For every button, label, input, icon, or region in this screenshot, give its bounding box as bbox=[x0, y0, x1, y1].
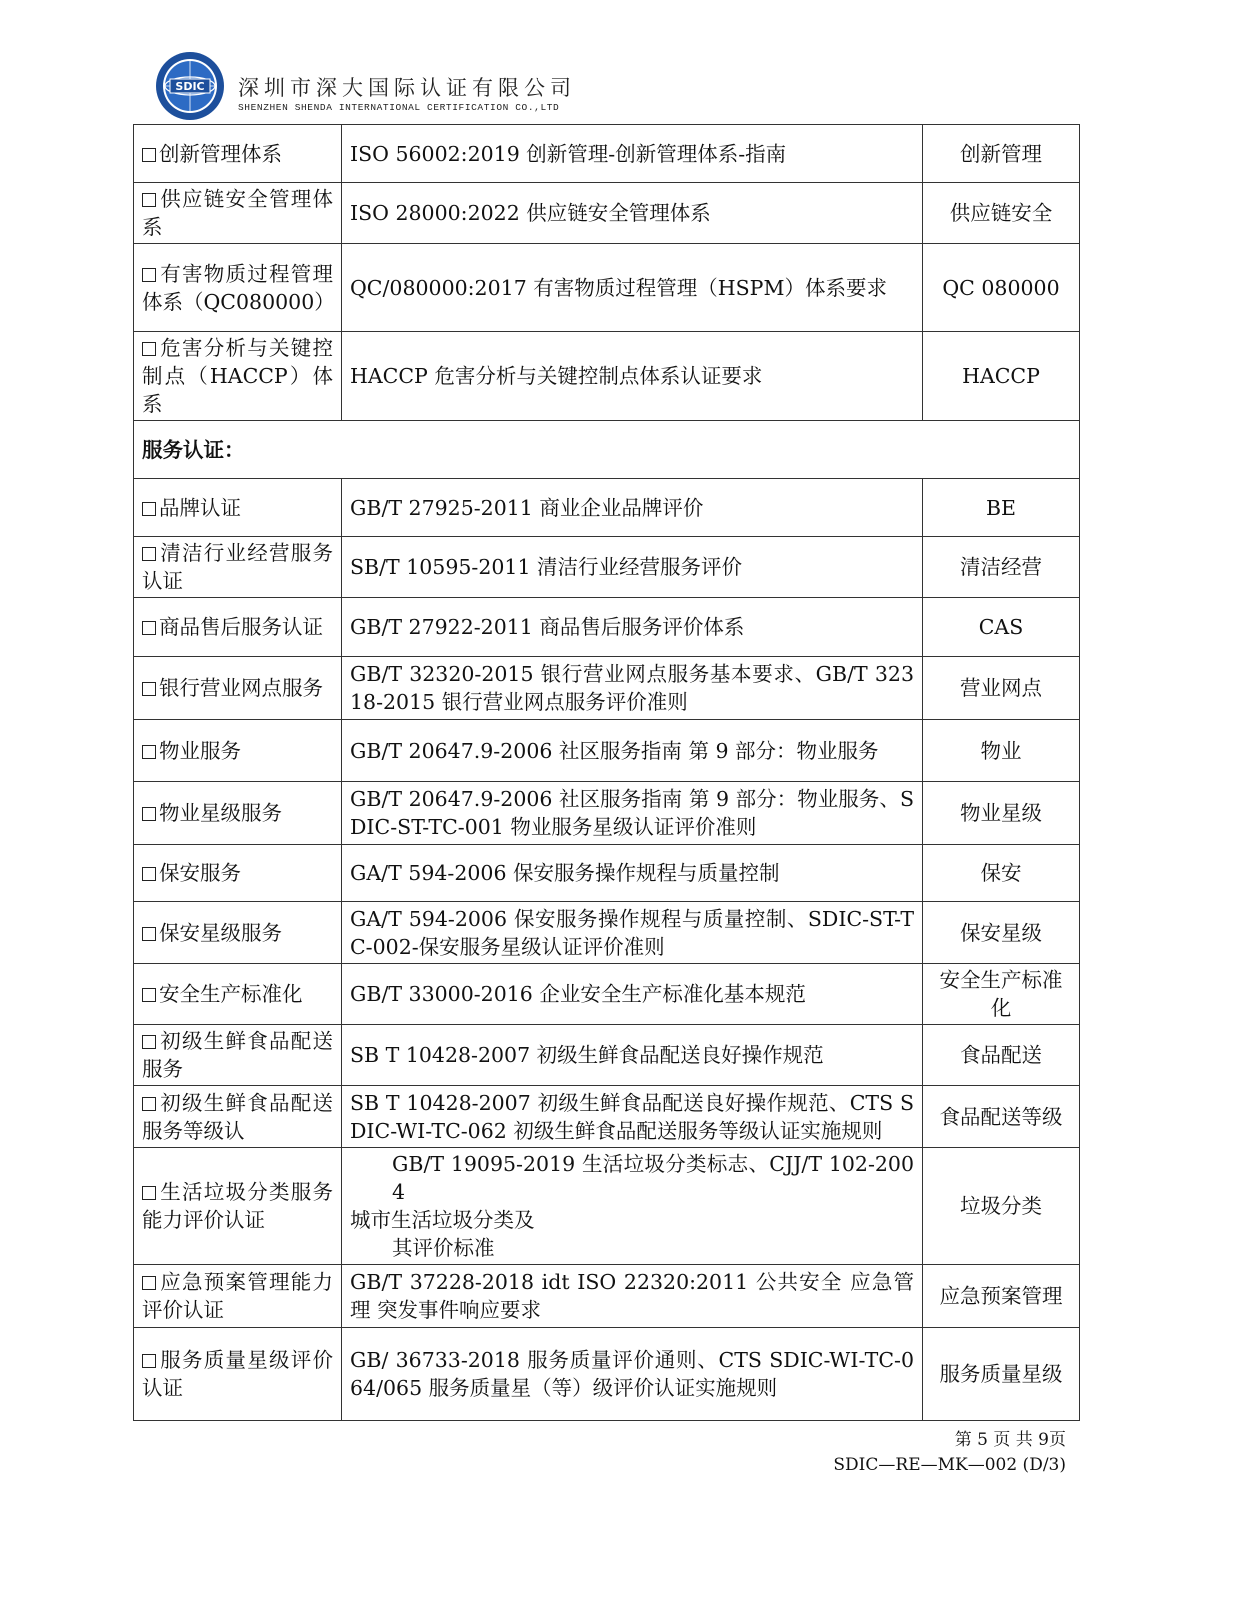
item-cell bbox=[134, 1025, 342, 1086]
standard-cell: SB T 10428-2007 初级生鲜食品配送良好操作规范 bbox=[342, 1025, 923, 1086]
item-cell bbox=[134, 964, 342, 1025]
checkbox[interactable] bbox=[142, 807, 156, 821]
code-cell: 供应链安全 bbox=[923, 183, 1080, 244]
item-cell bbox=[134, 598, 342, 657]
item-label: 银行营业网点服务 bbox=[159, 676, 323, 700]
standard-cell bbox=[342, 1148, 923, 1265]
item-cell bbox=[134, 1328, 342, 1421]
code-cell: CAS bbox=[923, 598, 1080, 657]
table-row bbox=[134, 183, 1080, 244]
table-row bbox=[134, 244, 1080, 332]
item-label: 物业星级服务 bbox=[159, 801, 282, 825]
checkbox[interactable] bbox=[142, 927, 156, 941]
checkbox[interactable] bbox=[142, 148, 156, 162]
item-cell bbox=[134, 183, 342, 244]
table-row bbox=[134, 1025, 1080, 1086]
table-row bbox=[134, 598, 1080, 657]
checkbox[interactable] bbox=[142, 547, 156, 561]
code-cell: 保安星级 bbox=[923, 902, 1080, 964]
standard-line: 城市生活垃圾分类及 bbox=[350, 1208, 535, 1232]
company-name-en: SHENZHEN SHENDA INTERNATIONAL CERTIFICATION CO.,LTD bbox=[238, 102, 560, 113]
page-number: 第 5 页 共 9页 bbox=[954, 1430, 1066, 1450]
code-cell: 清洁经营 bbox=[923, 537, 1080, 598]
table-row bbox=[134, 1148, 1080, 1265]
code-cell: 安全生产标准化 bbox=[923, 964, 1080, 1025]
checkbox[interactable] bbox=[142, 1186, 156, 1200]
item-cell bbox=[134, 1265, 342, 1328]
standard-cell: GB/T 33000-2016 企业安全生产标准化基本规范 bbox=[342, 964, 923, 1025]
item-label: 危害分析与关键控制点（HACCP）体系 bbox=[142, 336, 333, 416]
checkbox[interactable] bbox=[142, 502, 156, 516]
company-name-cn: 深圳市深大国际认证有限公司 bbox=[238, 76, 576, 100]
item-cell bbox=[134, 1086, 342, 1148]
code-cell: 物业 bbox=[923, 720, 1080, 782]
standard-cell: ISO 56002:2019 创新管理-创新管理体系-指南 bbox=[342, 125, 923, 183]
code-cell: 创新管理 bbox=[923, 125, 1080, 183]
item-label: 初级生鲜食品配送服务等级认 bbox=[142, 1090, 333, 1143]
item-cell bbox=[134, 1148, 342, 1265]
table-row bbox=[134, 657, 1080, 720]
standard-cell: GB/T 32320-2015 银行营业网点服务基本要求、GB/T 32318-2015 银行营业网点服务评价准则 bbox=[342, 657, 923, 720]
item-label: 清洁行业经营服务认证 bbox=[142, 541, 333, 593]
checkbox[interactable] bbox=[142, 621, 156, 635]
standard-cell: SB T 10428-2007 初级生鲜食品配送良好操作规范、CTS SDIC-WI-TC-062 初级生鲜食品配送服务等级认证实施规则 bbox=[342, 1086, 923, 1148]
code-cell: 服务质量星级 bbox=[923, 1328, 1080, 1421]
page-footer bbox=[833, 1428, 1066, 1478]
item-cell bbox=[134, 657, 342, 720]
code-cell: 保安 bbox=[923, 845, 1080, 902]
checkbox[interactable] bbox=[142, 342, 156, 356]
code-cell: 食品配送等级 bbox=[923, 1086, 1080, 1148]
checkbox[interactable] bbox=[142, 1035, 156, 1049]
checkbox[interactable] bbox=[142, 1097, 156, 1111]
item-label: 商品售后服务认证 bbox=[159, 615, 323, 639]
item-cell bbox=[134, 902, 342, 964]
checkbox[interactable] bbox=[142, 988, 156, 1002]
table-row bbox=[134, 720, 1080, 782]
checkbox[interactable] bbox=[142, 745, 156, 759]
section-title: 服务认证： bbox=[134, 421, 1080, 479]
standard-cell: GA/T 594-2006 保安服务操作规程与质量控制 bbox=[342, 845, 923, 902]
item-cell bbox=[134, 537, 342, 598]
item-cell bbox=[134, 332, 342, 421]
checkbox[interactable] bbox=[142, 1354, 156, 1368]
table-row bbox=[134, 1086, 1080, 1148]
item-label: 服务质量星级评价认证 bbox=[142, 1348, 333, 1400]
item-label: 安全生产标准化 bbox=[159, 982, 303, 1006]
table-row bbox=[134, 902, 1080, 964]
table-row bbox=[134, 1265, 1080, 1328]
item-label: 应急预案管理能力评价认证 bbox=[142, 1270, 333, 1322]
checkbox[interactable] bbox=[142, 193, 156, 207]
code-cell: 应急预案管理 bbox=[923, 1265, 1080, 1328]
standard-cell: QC/080000:2017 有害物质过程管理（HSPM）体系要求 bbox=[342, 244, 923, 332]
item-label: 保安星级服务 bbox=[159, 920, 282, 945]
checkbox[interactable] bbox=[142, 268, 156, 282]
table-row bbox=[134, 537, 1080, 598]
code-cell: HACCP bbox=[923, 332, 1080, 421]
code-cell: 食品配送 bbox=[923, 1025, 1080, 1086]
svg-text:SDIC: SDIC bbox=[175, 80, 205, 93]
item-label: 初级生鲜食品配送服务 bbox=[142, 1029, 333, 1081]
checkbox[interactable] bbox=[142, 682, 156, 696]
item-label: 品牌认证 bbox=[159, 495, 241, 520]
document-code: SDIC—RE—MK—002 (D/3) bbox=[833, 1455, 1066, 1475]
certification-table bbox=[133, 124, 1080, 1421]
standard-cell: GB/T 20647.9-2006 社区服务指南 第 9 部分：物业服务 bbox=[342, 720, 923, 782]
standard-cell: GB/T 27925-2011 商业企业品牌评价 bbox=[342, 479, 923, 537]
code-cell: 垃圾分类 bbox=[923, 1148, 1080, 1265]
item-cell bbox=[134, 479, 342, 537]
table-row bbox=[134, 479, 1080, 537]
standard-line: 其评价标准 bbox=[392, 1236, 495, 1260]
item-cell bbox=[134, 244, 342, 332]
item-cell bbox=[134, 125, 342, 183]
item-label: 供应链安全管理体系 bbox=[142, 187, 333, 239]
checkbox[interactable] bbox=[142, 867, 156, 881]
table-row bbox=[134, 964, 1080, 1025]
item-label: 创新管理体系 bbox=[159, 141, 282, 166]
table-row bbox=[134, 845, 1080, 902]
standard-cell: GB/T 37228-2018 idt ISO 22320:2011 公共安全 应急管理 突发事件响应要求 bbox=[342, 1265, 923, 1328]
code-cell: QC 080000 bbox=[923, 244, 1080, 332]
standard-line: GB/T 19095-2019 生活垃圾分类标志、CJJ/T 102-2004 bbox=[392, 1152, 914, 1204]
standard-cell: HACCP 危害分析与关键控制点体系认证要求 bbox=[342, 332, 923, 421]
item-label: 生活垃圾分类服务能力评价认证 bbox=[142, 1180, 333, 1232]
standard-cell: SB/T 10595-2011 清洁行业经营服务评价 bbox=[342, 537, 923, 598]
section-row bbox=[134, 421, 1080, 479]
checkbox[interactable] bbox=[142, 1276, 156, 1290]
standard-cell: GB/ 36733-2018 服务质量评价通则、CTS SDIC-WI-TC-064/065 服务质量星（等）级评价认证实施规则 bbox=[342, 1328, 923, 1421]
item-cell bbox=[134, 782, 342, 845]
item-label: 有害物质过程管理体系（QC080000） bbox=[142, 261, 335, 314]
standard-cell: GB/T 20647.9-2006 社区服务指南 第 9 部分：物业服务、SDIC-ST-TC-001 物业服务星级认证评价准则 bbox=[342, 782, 923, 845]
item-cell bbox=[134, 845, 342, 902]
code-cell: BE bbox=[923, 479, 1080, 537]
code-cell: 物业星级 bbox=[923, 782, 1080, 845]
page-header bbox=[152, 50, 712, 122]
standard-cell: ISO 28000:2022 供应链安全管理体系 bbox=[342, 183, 923, 244]
table-row bbox=[134, 332, 1080, 421]
code-cell: 营业网点 bbox=[923, 657, 1080, 720]
table-row bbox=[134, 782, 1080, 845]
standard-cell: GA/T 594-2006 保安服务操作规程与质量控制、SDIC-ST-TC-002-保安服务星级认证评价准则 bbox=[342, 902, 923, 964]
table-row bbox=[134, 1328, 1080, 1421]
item-cell bbox=[134, 720, 342, 782]
item-label: 物业服务 bbox=[159, 738, 241, 763]
table-row bbox=[134, 125, 1080, 183]
sdic-logo-icon bbox=[152, 50, 228, 122]
item-label: 保安服务 bbox=[159, 861, 241, 885]
standard-cell: GB/T 27922-2011 商品售后服务评价体系 bbox=[342, 598, 923, 657]
